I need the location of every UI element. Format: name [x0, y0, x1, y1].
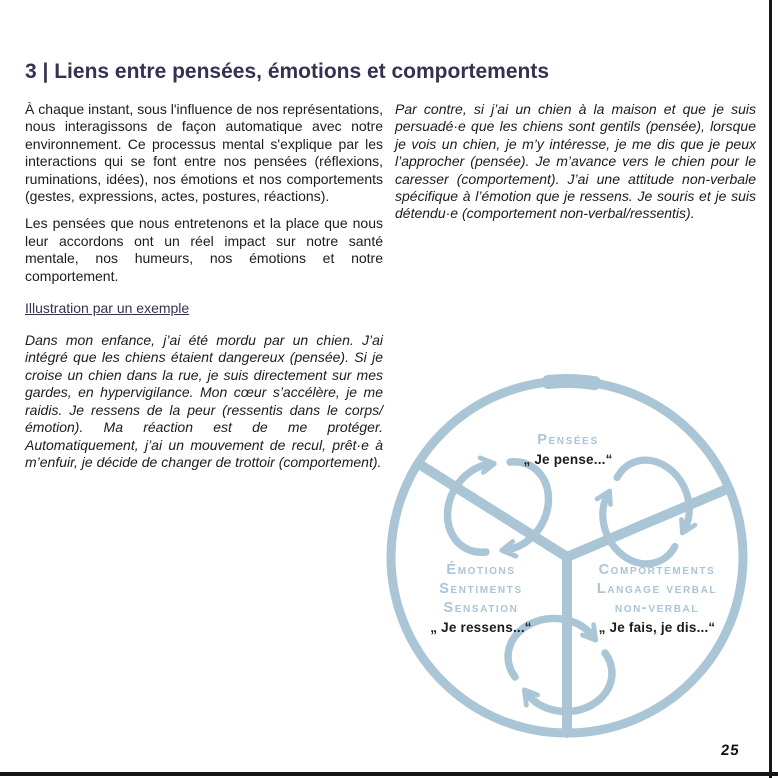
emotions-label-line3: Sensation	[443, 600, 519, 616]
paragraph-intro: À chaque instant, sous l'influence de nos représentations, nous interagissons de façon automatique avec notre environnement. Ce processus mental s'explique par les interactions qui se font entre nos pensées (réflexions, ruminations, idées), nos émotions et nos comportements (gestes, expressions, actes, postures, réactions).	[25, 101, 383, 205]
page-number: 25	[720, 742, 741, 759]
diagram-section-comportements	[557, 561, 757, 637]
right-column	[395, 101, 756, 233]
page-edge-bottom	[0, 772, 778, 776]
emotions-quote: „ Je ressens...“	[430, 620, 532, 635]
comportements-label-line1: Comportements	[598, 562, 716, 578]
left-column	[25, 101, 383, 481]
page-title: 3 | Liens entre pensées, émotions et comportements	[25, 60, 550, 83]
paragraph-example-friendly-dog: Par contre, si j’ai un chien à la maison et que je suis persuadé·e que les chiens sont gentils (pensée), lorsque je vois un chien, je m’y intéresse, je me dis que je peux l’approcher (pensée). Je m’avance vers le chien pour le caresser (comportement). J’ai une attitude non-verbale spécifique à l’émotion que je ressens. Je souris et je suis détendu·e (comportement non-verbal/ressentis).	[395, 101, 756, 222]
diagram-section-pensees	[468, 431, 668, 469]
emotions-label-line2: Sentiments	[439, 581, 523, 597]
example-heading: Illustration par un exemple	[25, 300, 190, 317]
thoughts-emotions-behaviors-diagram	[380, 365, 772, 757]
comportements-quote: „ Je fais, je dis...“	[598, 620, 716, 635]
divider-line-right	[567, 489, 727, 557]
comportements-label-line3: non-verbal	[614, 600, 700, 616]
emotions-label-line1: Émotions	[446, 562, 516, 578]
paragraph-impact: Les pensées que nous entretenons et la place que nous leur accordons ont un réel impact sur notre santé mentale, nos humeurs, nos émotions et notre comportement.	[25, 215, 383, 284]
paragraph-example-dog-bite: Dans mon enfance, j’ai été mordu par un chien. J’ai intégré que les chiens étaient dangereux (pensée). Si je croise un chien dans la rue, je suis directement sur mes gardes, en hypervigilance. Mon cœur s’accélère, je me raidis. Je ressens de la peur (ressentis dans le corps/émotion). Ma réaction est de me protéger. Automatiquement, j’ai un mouvement de recul, prêt·e à m’enfuir, je décide de changer de trottoir (comportement).	[25, 332, 383, 470]
page-edge-right	[769, 0, 772, 778]
diagram-section-emotions	[381, 561, 581, 637]
pensees-quote: „ Je pense...“	[523, 452, 613, 467]
circle-top-blob	[549, 381, 595, 383]
pensees-label: Pensées	[537, 432, 599, 448]
comportements-label-line2: Langage verbal	[596, 581, 718, 597]
